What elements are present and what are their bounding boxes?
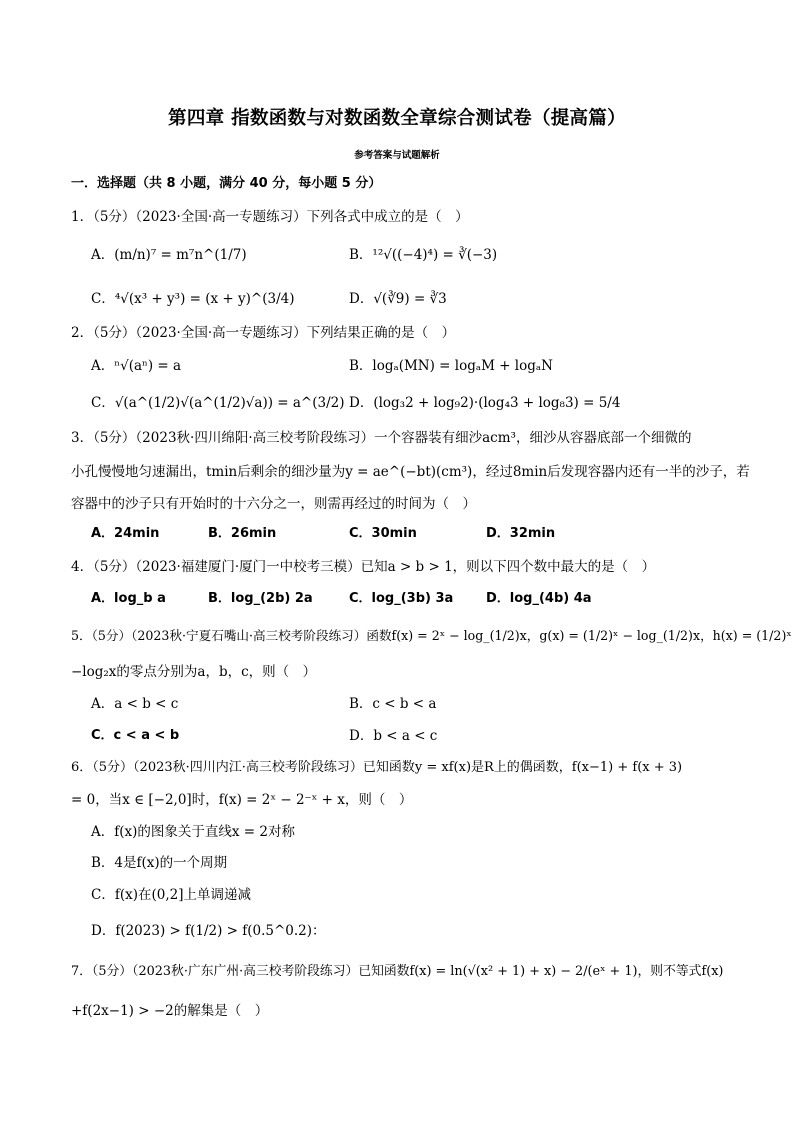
question-7-line-2: +f(2x−1) > −2的解集是（ ） bbox=[71, 1003, 269, 1019]
question-4-stem: 4．（5分）（2023·福建厦门·厦门一中校考三模）已知a > b > 1，则以下四个数中最大的是（ ） bbox=[71, 559, 656, 575]
question-6-option-b: B．4是f(x)的一个周期 bbox=[91, 855, 228, 871]
question-6-line-1: 6．（5分）（2023秋·四川内江·高三校考阶段练习）已知函数y = xf(x)是R上的偶函数，f(x−1) + f(x + 3) bbox=[71, 760, 683, 775]
page-subtitle: 参考答案与试题解析 bbox=[354, 150, 440, 161]
question-6-line-2: = 0，当x ∈ [−2,0]时，f(x) = 2ˣ − 2⁻ˣ + x，则（ ） bbox=[71, 792, 413, 808]
question-3-option-b: B．26min bbox=[208, 526, 277, 541]
question-4-option-a: A．log_b a bbox=[91, 591, 166, 606]
question-5-line-1: 5．（5分）（2023秋·宁夏石嘴山·高三校考阶段练习）函数f(x) = 2ˣ − log_(1/2)x，g(x) = (1/2)ˣ − log_(1/2)x，h(x) = (1/2)ˣ bbox=[71, 628, 792, 643]
question-1-option-a: A．(m/n)⁷ = m⁷n^(1/7) bbox=[91, 247, 247, 263]
question-3-option-d: D．32min bbox=[486, 526, 556, 541]
question-3-line-3: 容器中的沙子只有开始时的十六分之一，则需再经过的时间为（ ） bbox=[71, 496, 476, 512]
question-6-option-c: C．f(x)在(0,2]上单调递减 bbox=[91, 887, 251, 903]
question-5-option-a: A．a < b < c bbox=[91, 696, 179, 712]
question-3-option-c: C．30min bbox=[349, 526, 417, 541]
question-2-option-a: A．ⁿ√(aⁿ) = a bbox=[91, 358, 182, 374]
question-4-option-c: C．log_(3b) 3a bbox=[349, 591, 454, 606]
question-1-option-d: D．√(∛9) = ∛3 bbox=[349, 291, 447, 307]
question-5-option-d: D．b < a < c bbox=[349, 728, 438, 744]
question-3-line-1: 3．（5分）（2023秋·四川绵阳·高三校考阶段练习）一个容器装有细沙acm³，细沙从容器底部一个细微的 bbox=[71, 430, 692, 446]
question-1-option-b: B．¹²√((−4)⁴) = ∛(−3) bbox=[349, 247, 498, 263]
question-6-option-a: A．f(x)的图象关于直线x = 2对称 bbox=[91, 824, 295, 840]
question-5-option-b: B．c < b < a bbox=[349, 696, 437, 712]
page-title: 第四章 指数函数与对数函数全章综合测试卷（提高篇） bbox=[168, 108, 626, 129]
question-3-line-2: 小孔慢慢地匀速漏出，tmin后剩余的细沙量为y = ae^(−bt)(cm³)，经过8min后发现容器内还有一半的沙子，若 bbox=[71, 464, 750, 480]
question-1-stem: 1．（5分）（2023·全国·高一专题练习）下列各式中成立的是（ ） bbox=[71, 209, 469, 225]
question-2-stem: 2．（5分）（2023·全国·高一专题练习）下列结果正确的是（ ） bbox=[71, 325, 456, 341]
question-5-option-c: C．c < a < b bbox=[91, 728, 180, 743]
question-3-option-a: A．24min bbox=[91, 526, 160, 541]
question-2-option-d: D．(log₃2 + log₉2)·(log₄3 + log₈3) = 5/4 bbox=[349, 395, 621, 411]
question-7-line-1: 7．（5分）（2023秋·广东广州·高三校考阶段练习）已知函数f(x) = ln(√(x² + 1) + x) − 2/(eˣ + 1)，则不等式f(x) bbox=[71, 964, 724, 979]
question-2-option-c: C．√(a^(1/2)√(a^(1/2)√a)) = a^(3/2) bbox=[91, 395, 345, 411]
question-4-option-b: B．log_(2b) 2a bbox=[208, 591, 313, 606]
question-6-option-d: D．f(2023) > f(1/2) > f(0.5^0.2)： bbox=[91, 923, 326, 939]
question-5-line-2: −log₂x的零点分别为a，b，c，则（ ） bbox=[71, 664, 317, 680]
question-4-option-d: D．log_(4b) 4a bbox=[486, 591, 592, 606]
question-1-option-c: C．⁴√(x³ + y³) = (x + y)^(3/4) bbox=[91, 291, 295, 307]
section-heading: 一．选择题（共 8 小题，满分 40 分，每小题 5 分） bbox=[71, 176, 382, 191]
question-2-option-b: B．logₐ(MN) = logₐM + logₐN bbox=[349, 358, 553, 374]
